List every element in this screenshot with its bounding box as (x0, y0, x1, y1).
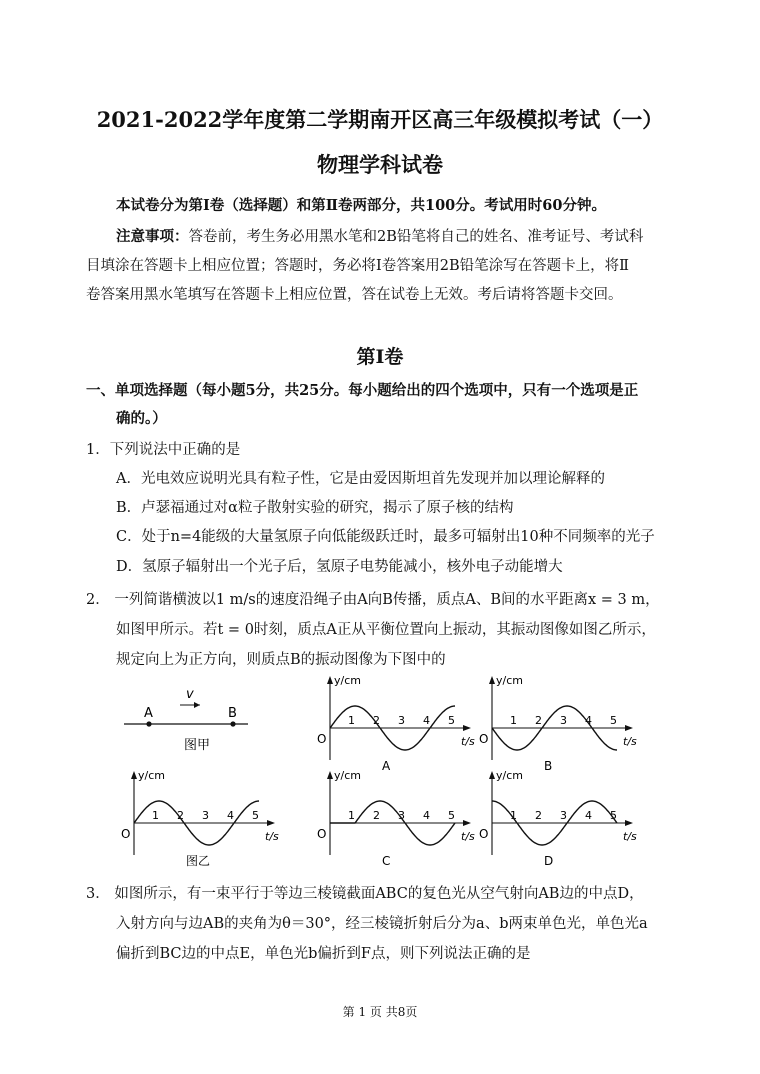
y-axis-label: y/cm (334, 769, 361, 782)
origin-label: O (317, 827, 327, 841)
tick-label: 5 (610, 809, 617, 822)
tick-label: 1 (510, 714, 517, 727)
graph-caption: A (382, 759, 391, 773)
y-axis-label: y/cm (334, 674, 361, 687)
y-axis-label: y/cm (496, 674, 523, 687)
notice-label: 注意事项： (116, 228, 189, 245)
q2-line-1: 2． 一列简谐横波以1 m/s的速度沿绳子由A向B传播，质点A、B间的水平距离x = 3 m， (86, 592, 660, 608)
tick-label: 4 (423, 714, 430, 727)
part-heading-line-1: 一、单项选择题（每小题5分，共25分。每小题给出的四个选项中，只有一个选项是正 (86, 382, 639, 399)
tick-label: 3 (560, 809, 567, 822)
t-axis-label: t/s (265, 830, 279, 843)
y-axis-label: y/cm (138, 769, 165, 782)
tick-label: 2 (535, 714, 542, 727)
velocity-arrowhead (194, 702, 200, 708)
velocity-label: v (186, 687, 194, 702)
q3-line-1: 3． 如图所示，有一束平行于等边三棱镜截面ABC的复色光从空气射向AB边的中点D， (86, 886, 644, 902)
y-axis-label: y/cm (496, 769, 523, 782)
point-b-label: B (228, 706, 237, 721)
y-axis-arrowhead (327, 771, 333, 779)
notice-line-2: 目填涂在答题卡上相应位置；答题时，务必将Ⅰ卷答案用2B铅笔涂写在答题卡上，将Ⅱ (86, 258, 629, 274)
x-axis-arrowhead (463, 820, 471, 826)
graph-3 (121, 769, 279, 868)
graph-1 (317, 674, 475, 773)
tick-label: 3 (202, 809, 209, 822)
y-axis-arrowhead (327, 676, 333, 684)
y-axis-arrowhead (489, 771, 495, 779)
point-a-dot (146, 721, 151, 726)
wave-figures (0, 668, 760, 878)
q1-stem: 1．下列说法中正确的是 (86, 442, 241, 458)
origin-label: O (479, 732, 489, 746)
tick-label: 5 (448, 809, 455, 822)
q2-line-2: 如图甲所示。若t = 0时刻，质点A正从平衡位置向上振动，其振动图像如图乙所示， (116, 622, 656, 638)
t-axis-label: t/s (461, 735, 475, 748)
tick-label: 2 (373, 714, 380, 727)
notice-text-1: 答卷前，考生务必用黑水笔和2B铅笔将自己的姓名、准考证号、考试科 (188, 229, 644, 245)
figure-rope (124, 687, 248, 753)
tick-label: 4 (423, 809, 430, 822)
tick-label: 1 (348, 714, 355, 727)
q2-line-3: 规定向上为正方向，则质点B的振动图像为下图中的 (116, 652, 446, 668)
notice-line-3: 卷答案用黑水笔填写在答题卡上相应位置，答在试卷上无效。考后请将答题卡交回。 (86, 287, 623, 303)
graph-caption: B (544, 759, 553, 773)
section-title: 第Ⅰ卷 (356, 346, 404, 368)
point-a-label: A (144, 706, 153, 721)
q1-option-b: B．卢瑟福通过对α粒子散射实验的研究，揭示了原子核的结构 (116, 500, 514, 516)
tick-label: 1 (152, 809, 159, 822)
tick-label: 1 (510, 809, 517, 822)
y-axis-arrowhead (131, 771, 137, 779)
point-b-dot (230, 721, 235, 726)
origin-label: O (121, 827, 131, 841)
tick-label: 5 (610, 714, 617, 727)
graph-2 (479, 674, 637, 773)
x-axis-arrowhead (625, 820, 633, 826)
part-heading-line-2: 确的。） (116, 410, 167, 427)
q1-option-c: C．处于n=4能级的大量氢原子向低能级跃迁时，最多可辐射出10种不同频率的光子 (116, 529, 655, 545)
tick-label: 4 (585, 714, 592, 727)
tick-label: 3 (560, 714, 567, 727)
t-axis-label: t/s (461, 830, 475, 843)
graph-4 (317, 769, 475, 868)
tick-label: 4 (585, 809, 592, 822)
notice-line-1 (116, 227, 643, 247)
x-axis-arrowhead (463, 725, 471, 731)
q1-option-d: D．氢原子辐射出一个光子后，氢原子电势能减小，核外电子动能增大 (116, 559, 563, 575)
q3-line-3: 偏折到BC边的中点E，单色光b偏折到F点，则下列说法正确的是 (116, 946, 531, 962)
tick-label: 5 (252, 809, 259, 822)
graph-caption: D (544, 854, 554, 868)
exam-summary: 本试卷分为第Ⅰ卷（选择题）和第Ⅱ卷两部分，共100分。考试用时60分钟。 (116, 197, 606, 214)
exam-title: 2021-2022学年度第二学期南开区高三年级模拟考试（一） (96, 107, 664, 132)
tick-label: 2 (373, 809, 380, 822)
t-axis-label: t/s (623, 735, 637, 748)
exam-subtitle: 物理学科试卷 (317, 152, 443, 177)
tick-label: 2 (535, 809, 542, 822)
vibration-graphs (121, 674, 637, 868)
tick-label: 3 (398, 714, 405, 727)
graph-caption: 图乙 (186, 854, 211, 868)
x-axis-arrowhead (267, 820, 275, 826)
q1-option-a: A．光电效应说明光具有粒子性，它是由爱因斯坦首先发现并加以理论解释的 (116, 471, 605, 487)
tick-label: 5 (448, 714, 455, 727)
y-axis-arrowhead (489, 676, 495, 684)
tick-label: 2 (177, 809, 184, 822)
origin-label: O (317, 732, 327, 746)
tick-label: 3 (398, 809, 405, 822)
graph-caption: C (382, 854, 391, 868)
tick-label: 4 (227, 809, 234, 822)
x-axis-arrowhead (625, 725, 633, 731)
graph-5 (479, 769, 637, 868)
rope-caption: 图甲 (184, 738, 211, 753)
tick-label: 1 (348, 809, 355, 822)
page-footer: 第 1 页 共8页 (342, 1005, 418, 1019)
t-axis-label: t/s (623, 830, 637, 843)
q3-line-2: 入射方向与边AB的夹角为θ＝30°，经三棱镜折射后分为a、b两束单色光，单色光a (116, 916, 648, 932)
origin-label: O (479, 827, 489, 841)
